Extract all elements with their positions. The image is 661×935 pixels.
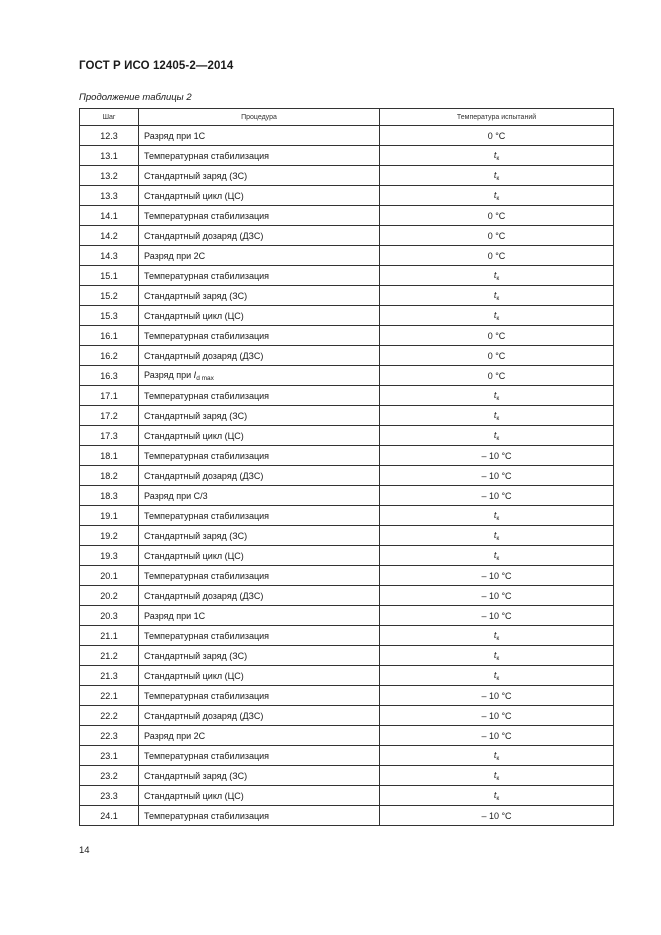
procedure-cell bbox=[139, 806, 380, 826]
temperature-symbol: t bbox=[493, 289, 497, 300]
procedure-cell bbox=[139, 726, 380, 746]
procedure-text: Стандартный заряд (ЗС) bbox=[144, 170, 248, 181]
step-cell: 16.3 bbox=[80, 366, 139, 386]
temperature-cell: 0 °С bbox=[380, 126, 614, 146]
temperature-symbol: t bbox=[493, 149, 497, 160]
temperature-subscript: к bbox=[496, 634, 500, 642]
temperature-symbol: t bbox=[493, 549, 497, 560]
step-cell: 16.1 bbox=[80, 326, 139, 346]
table-row bbox=[80, 206, 614, 226]
table-row bbox=[80, 526, 614, 546]
table-row bbox=[80, 566, 614, 586]
procedure-cell bbox=[139, 226, 380, 246]
procedure-cell bbox=[139, 646, 380, 666]
document-title: ГОСТ Р ИСО 12405-2—2014 bbox=[79, 60, 234, 72]
temperature-symbol: t bbox=[493, 309, 497, 320]
procedure-cell bbox=[139, 486, 380, 506]
procedure-cell bbox=[139, 286, 380, 306]
table-row bbox=[80, 386, 614, 406]
temperature-subscript: к bbox=[496, 654, 500, 662]
procedure-text: Разряд при 2С bbox=[144, 730, 206, 741]
procedure-text: Температурная стабилизация bbox=[144, 810, 270, 821]
step-cell: 23.3 bbox=[80, 786, 139, 806]
temperature-cell: – 10 °С bbox=[380, 586, 614, 606]
step-cell: 16.2 bbox=[80, 346, 139, 366]
temperature-cell: – 10 °С bbox=[380, 566, 614, 586]
column-header-temperature: Температура испытаний bbox=[380, 109, 614, 126]
table-body bbox=[80, 126, 614, 826]
temperature-symbol: t bbox=[493, 509, 497, 520]
procedure-text: Стандартный цикл (ЦС) bbox=[144, 550, 244, 561]
step-cell: 22.1 bbox=[80, 686, 139, 706]
table-header-row bbox=[80, 109, 614, 126]
procedure-cell bbox=[139, 526, 380, 546]
step-cell: 18.3 bbox=[80, 486, 139, 506]
step-cell: 13.1 bbox=[80, 146, 139, 166]
temperature-cell: – 10 °С bbox=[380, 686, 614, 706]
table-row bbox=[80, 646, 614, 666]
step-cell: 24.1 bbox=[80, 806, 139, 826]
procedure-text: Разряд при С/3 bbox=[144, 490, 208, 501]
procedure-cell bbox=[139, 266, 380, 286]
step-cell: 21.2 bbox=[80, 646, 139, 666]
step-cell: 15.1 bbox=[80, 266, 139, 286]
procedure-text: Температурная стабилизация bbox=[144, 330, 270, 341]
column-header-procedure: Процедура bbox=[139, 109, 380, 126]
step-cell: 13.3 bbox=[80, 186, 139, 206]
temperature-symbol: t bbox=[493, 169, 497, 180]
step-cell: 17.1 bbox=[80, 386, 139, 406]
temperature-cell bbox=[380, 306, 614, 326]
temperature-cell: 0 °С bbox=[380, 326, 614, 346]
temperature-subscript: к bbox=[496, 154, 500, 162]
procedure-text: Температурная стабилизация bbox=[144, 510, 270, 521]
step-cell: 17.2 bbox=[80, 406, 139, 426]
table-row bbox=[80, 246, 614, 266]
procedure-cell bbox=[139, 186, 380, 206]
step-cell: 19.3 bbox=[80, 546, 139, 566]
temperature-symbol: t bbox=[493, 669, 497, 680]
procedure-cell bbox=[139, 766, 380, 786]
temperature-cell: 0 °С bbox=[380, 206, 614, 226]
table-row bbox=[80, 706, 614, 726]
table-row bbox=[80, 626, 614, 646]
step-cell: 21.1 bbox=[80, 626, 139, 646]
temperature-cell bbox=[380, 666, 614, 686]
temperature-subscript: к bbox=[496, 774, 500, 782]
step-cell: 19.2 bbox=[80, 526, 139, 546]
table-row bbox=[80, 546, 614, 566]
temperature-cell: – 10 °С bbox=[380, 466, 614, 486]
procedure-text: Температурная стабилизация bbox=[144, 150, 270, 161]
step-cell: 23.1 bbox=[80, 746, 139, 766]
table-row bbox=[80, 606, 614, 626]
step-cell: 18.2 bbox=[80, 466, 139, 486]
procedure-cell bbox=[139, 606, 380, 626]
table-row bbox=[80, 586, 614, 606]
procedure-cell bbox=[139, 706, 380, 726]
temperature-cell: – 10 °С bbox=[380, 606, 614, 626]
procedure-text: Стандартный дозаряд (ДЗС) bbox=[144, 350, 264, 361]
temperature-cell: – 10 °С bbox=[380, 446, 614, 466]
table-row bbox=[80, 166, 614, 186]
procedure-text: Температурная стабилизация bbox=[144, 270, 270, 281]
step-cell: 20.1 bbox=[80, 566, 139, 586]
procedure-text: Разряд при 1С bbox=[144, 610, 206, 621]
temperature-cell bbox=[380, 546, 614, 566]
step-cell: 15.2 bbox=[80, 286, 139, 306]
current-symbol: I bbox=[193, 369, 197, 380]
table-row bbox=[80, 726, 614, 746]
temperature-cell bbox=[380, 526, 614, 546]
step-cell: 14.1 bbox=[80, 206, 139, 226]
table-row bbox=[80, 446, 614, 466]
step-cell: 22.3 bbox=[80, 726, 139, 746]
step-cell: 12.3 bbox=[80, 126, 139, 146]
temperature-cell bbox=[380, 186, 614, 206]
page-number: 14 bbox=[79, 845, 90, 856]
procedure-text: Стандартный цикл (ЦС) bbox=[144, 670, 244, 681]
procedure-cell bbox=[139, 386, 380, 406]
procedure-text: Стандартный цикл (ЦС) bbox=[144, 310, 244, 321]
temperature-symbol: t bbox=[493, 189, 497, 200]
temperature-subscript: к bbox=[496, 414, 500, 422]
temperature-symbol: t bbox=[493, 529, 497, 540]
procedure-cell bbox=[139, 566, 380, 586]
procedure-text: Разряд при bbox=[144, 369, 194, 380]
table-row bbox=[80, 366, 614, 386]
step-cell: 23.2 bbox=[80, 766, 139, 786]
table-row bbox=[80, 146, 614, 166]
procedure-cell bbox=[139, 206, 380, 226]
table-row bbox=[80, 186, 614, 206]
procedure-text: Разряд при 1С bbox=[144, 130, 206, 141]
step-cell: 17.3 bbox=[80, 426, 139, 446]
table-row bbox=[80, 286, 614, 306]
step-cell: 14.3 bbox=[80, 246, 139, 266]
procedure-text: Стандартный заряд (ЗС) bbox=[144, 770, 248, 781]
temperature-cell bbox=[380, 646, 614, 666]
table-row bbox=[80, 266, 614, 286]
procedure-cell bbox=[139, 626, 380, 646]
temperature-cell bbox=[380, 266, 614, 286]
step-cell: 18.1 bbox=[80, 446, 139, 466]
temperature-symbol: t bbox=[493, 269, 497, 280]
temperature-cell bbox=[380, 426, 614, 446]
table-row bbox=[80, 486, 614, 506]
table-row bbox=[80, 226, 614, 246]
temperature-cell: 0 °С bbox=[380, 346, 614, 366]
step-cell: 20.3 bbox=[80, 606, 139, 626]
table-row bbox=[80, 806, 614, 826]
procedure-cell bbox=[139, 306, 380, 326]
temperature-symbol: t bbox=[493, 789, 497, 800]
procedure-cell bbox=[139, 786, 380, 806]
temperature-cell: 0 °С bbox=[380, 246, 614, 266]
temperature-cell: – 10 °С bbox=[380, 806, 614, 826]
procedure-text: Стандартный заряд (ЗС) bbox=[144, 650, 248, 661]
temperature-subscript: к bbox=[496, 514, 500, 522]
procedure-text: Температурная стабилизация bbox=[144, 750, 270, 761]
table-row bbox=[80, 786, 614, 806]
procedure-text: Температурная стабилизация bbox=[144, 210, 270, 221]
temperature-cell bbox=[380, 406, 614, 426]
procedure-cell bbox=[139, 586, 380, 606]
table-row bbox=[80, 686, 614, 706]
procedure-text: Температурная стабилизация bbox=[144, 390, 270, 401]
procedure-cell bbox=[139, 506, 380, 526]
procedure-text: Стандартный дозаряд (ДЗС) bbox=[144, 590, 264, 601]
procedure-cell bbox=[139, 346, 380, 366]
procedure-text: Температурная стабилизация bbox=[144, 690, 270, 701]
temperature-symbol: t bbox=[493, 389, 497, 400]
temperature-subscript: к bbox=[496, 754, 500, 762]
step-cell: 21.3 bbox=[80, 666, 139, 686]
temperature-subscript: к bbox=[496, 314, 500, 322]
procedure-cell bbox=[139, 406, 380, 426]
test-procedure-table bbox=[79, 108, 614, 826]
temperature-cell bbox=[380, 626, 614, 646]
temperature-cell: – 10 °С bbox=[380, 706, 614, 726]
table-row bbox=[80, 326, 614, 346]
table-caption: Продолжение таблицы 2 bbox=[79, 92, 192, 103]
temperature-symbol: t bbox=[493, 429, 497, 440]
procedure-cell bbox=[139, 466, 380, 486]
procedure-text: Стандартный цикл (ЦС) bbox=[144, 430, 244, 441]
procedure-cell bbox=[139, 746, 380, 766]
procedure-cell bbox=[139, 326, 380, 346]
temperature-cell bbox=[380, 286, 614, 306]
temperature-subscript: к bbox=[496, 554, 500, 562]
table-row bbox=[80, 126, 614, 146]
table-row bbox=[80, 306, 614, 326]
step-cell: 19.1 bbox=[80, 506, 139, 526]
procedure-cell bbox=[139, 666, 380, 686]
temperature-subscript: к bbox=[496, 434, 500, 442]
table-row bbox=[80, 666, 614, 686]
table-row bbox=[80, 746, 614, 766]
procedure-cell bbox=[139, 246, 380, 266]
procedure-text: Стандартный заряд (ЗС) bbox=[144, 410, 248, 421]
step-cell: 20.2 bbox=[80, 586, 139, 606]
temperature-cell bbox=[380, 746, 614, 766]
procedure-text: Стандартный цикл (ЦС) bbox=[144, 190, 244, 201]
procedure-text: Стандартный дозаряд (ДЗС) bbox=[144, 230, 264, 241]
temperature-subscript: к bbox=[496, 274, 500, 282]
temperature-cell: – 10 °С bbox=[380, 486, 614, 506]
procedure-cell bbox=[139, 126, 380, 146]
step-cell: 22.2 bbox=[80, 706, 139, 726]
current-subscript: d max bbox=[196, 374, 214, 382]
procedure-text: Температурная стабилизация bbox=[144, 450, 270, 461]
table-row bbox=[80, 506, 614, 526]
procedure-text: Стандартный дозаряд (ДЗС) bbox=[144, 470, 264, 481]
temperature-subscript: к bbox=[496, 794, 500, 802]
procedure-cell bbox=[139, 426, 380, 446]
step-cell: 15.3 bbox=[80, 306, 139, 326]
temperature-cell: – 10 °С bbox=[380, 726, 614, 746]
procedure-text: Стандартный дозаряд (ДЗС) bbox=[144, 710, 264, 721]
procedure-text: Разряд при 2С bbox=[144, 250, 206, 261]
step-cell: 14.2 bbox=[80, 226, 139, 246]
temperature-cell bbox=[380, 506, 614, 526]
temperature-symbol: t bbox=[493, 629, 497, 640]
procedure-cell bbox=[139, 446, 380, 466]
procedure-cell bbox=[139, 686, 380, 706]
temperature-symbol: t bbox=[493, 769, 497, 780]
procedure-cell bbox=[139, 366, 380, 386]
table-row bbox=[80, 406, 614, 426]
temperature-symbol: t bbox=[493, 409, 497, 420]
procedure-cell bbox=[139, 146, 380, 166]
step-cell: 13.2 bbox=[80, 166, 139, 186]
procedure-cell bbox=[139, 166, 380, 186]
procedure-text: Стандартный заряд (ЗС) bbox=[144, 530, 248, 541]
temperature-subscript: к bbox=[496, 294, 500, 302]
temperature-cell bbox=[380, 786, 614, 806]
temperature-subscript: к bbox=[496, 194, 500, 202]
temperature-subscript: к bbox=[496, 174, 500, 182]
procedure-text: Стандартный цикл (ЦС) bbox=[144, 790, 244, 801]
temperature-cell bbox=[380, 166, 614, 186]
temperature-subscript: к bbox=[496, 394, 500, 402]
temperature-symbol: t bbox=[493, 649, 497, 660]
procedure-text: Температурная стабилизация bbox=[144, 630, 270, 641]
column-header-step: Шаг bbox=[80, 109, 139, 126]
temperature-cell bbox=[380, 386, 614, 406]
procedure-text: Температурная стабилизация bbox=[144, 570, 270, 581]
temperature-subscript: к bbox=[496, 674, 500, 682]
table-row bbox=[80, 466, 614, 486]
temperature-symbol: t bbox=[493, 749, 497, 760]
temperature-cell: 0 °С bbox=[380, 366, 614, 386]
temperature-cell bbox=[380, 766, 614, 786]
temperature-cell bbox=[380, 146, 614, 166]
table-row bbox=[80, 346, 614, 366]
table-row bbox=[80, 766, 614, 786]
temperature-cell: 0 °С bbox=[380, 226, 614, 246]
temperature-subscript: к bbox=[496, 534, 500, 542]
procedure-text: Стандартный заряд (ЗС) bbox=[144, 290, 248, 301]
procedure-cell bbox=[139, 546, 380, 566]
table-row bbox=[80, 426, 614, 446]
